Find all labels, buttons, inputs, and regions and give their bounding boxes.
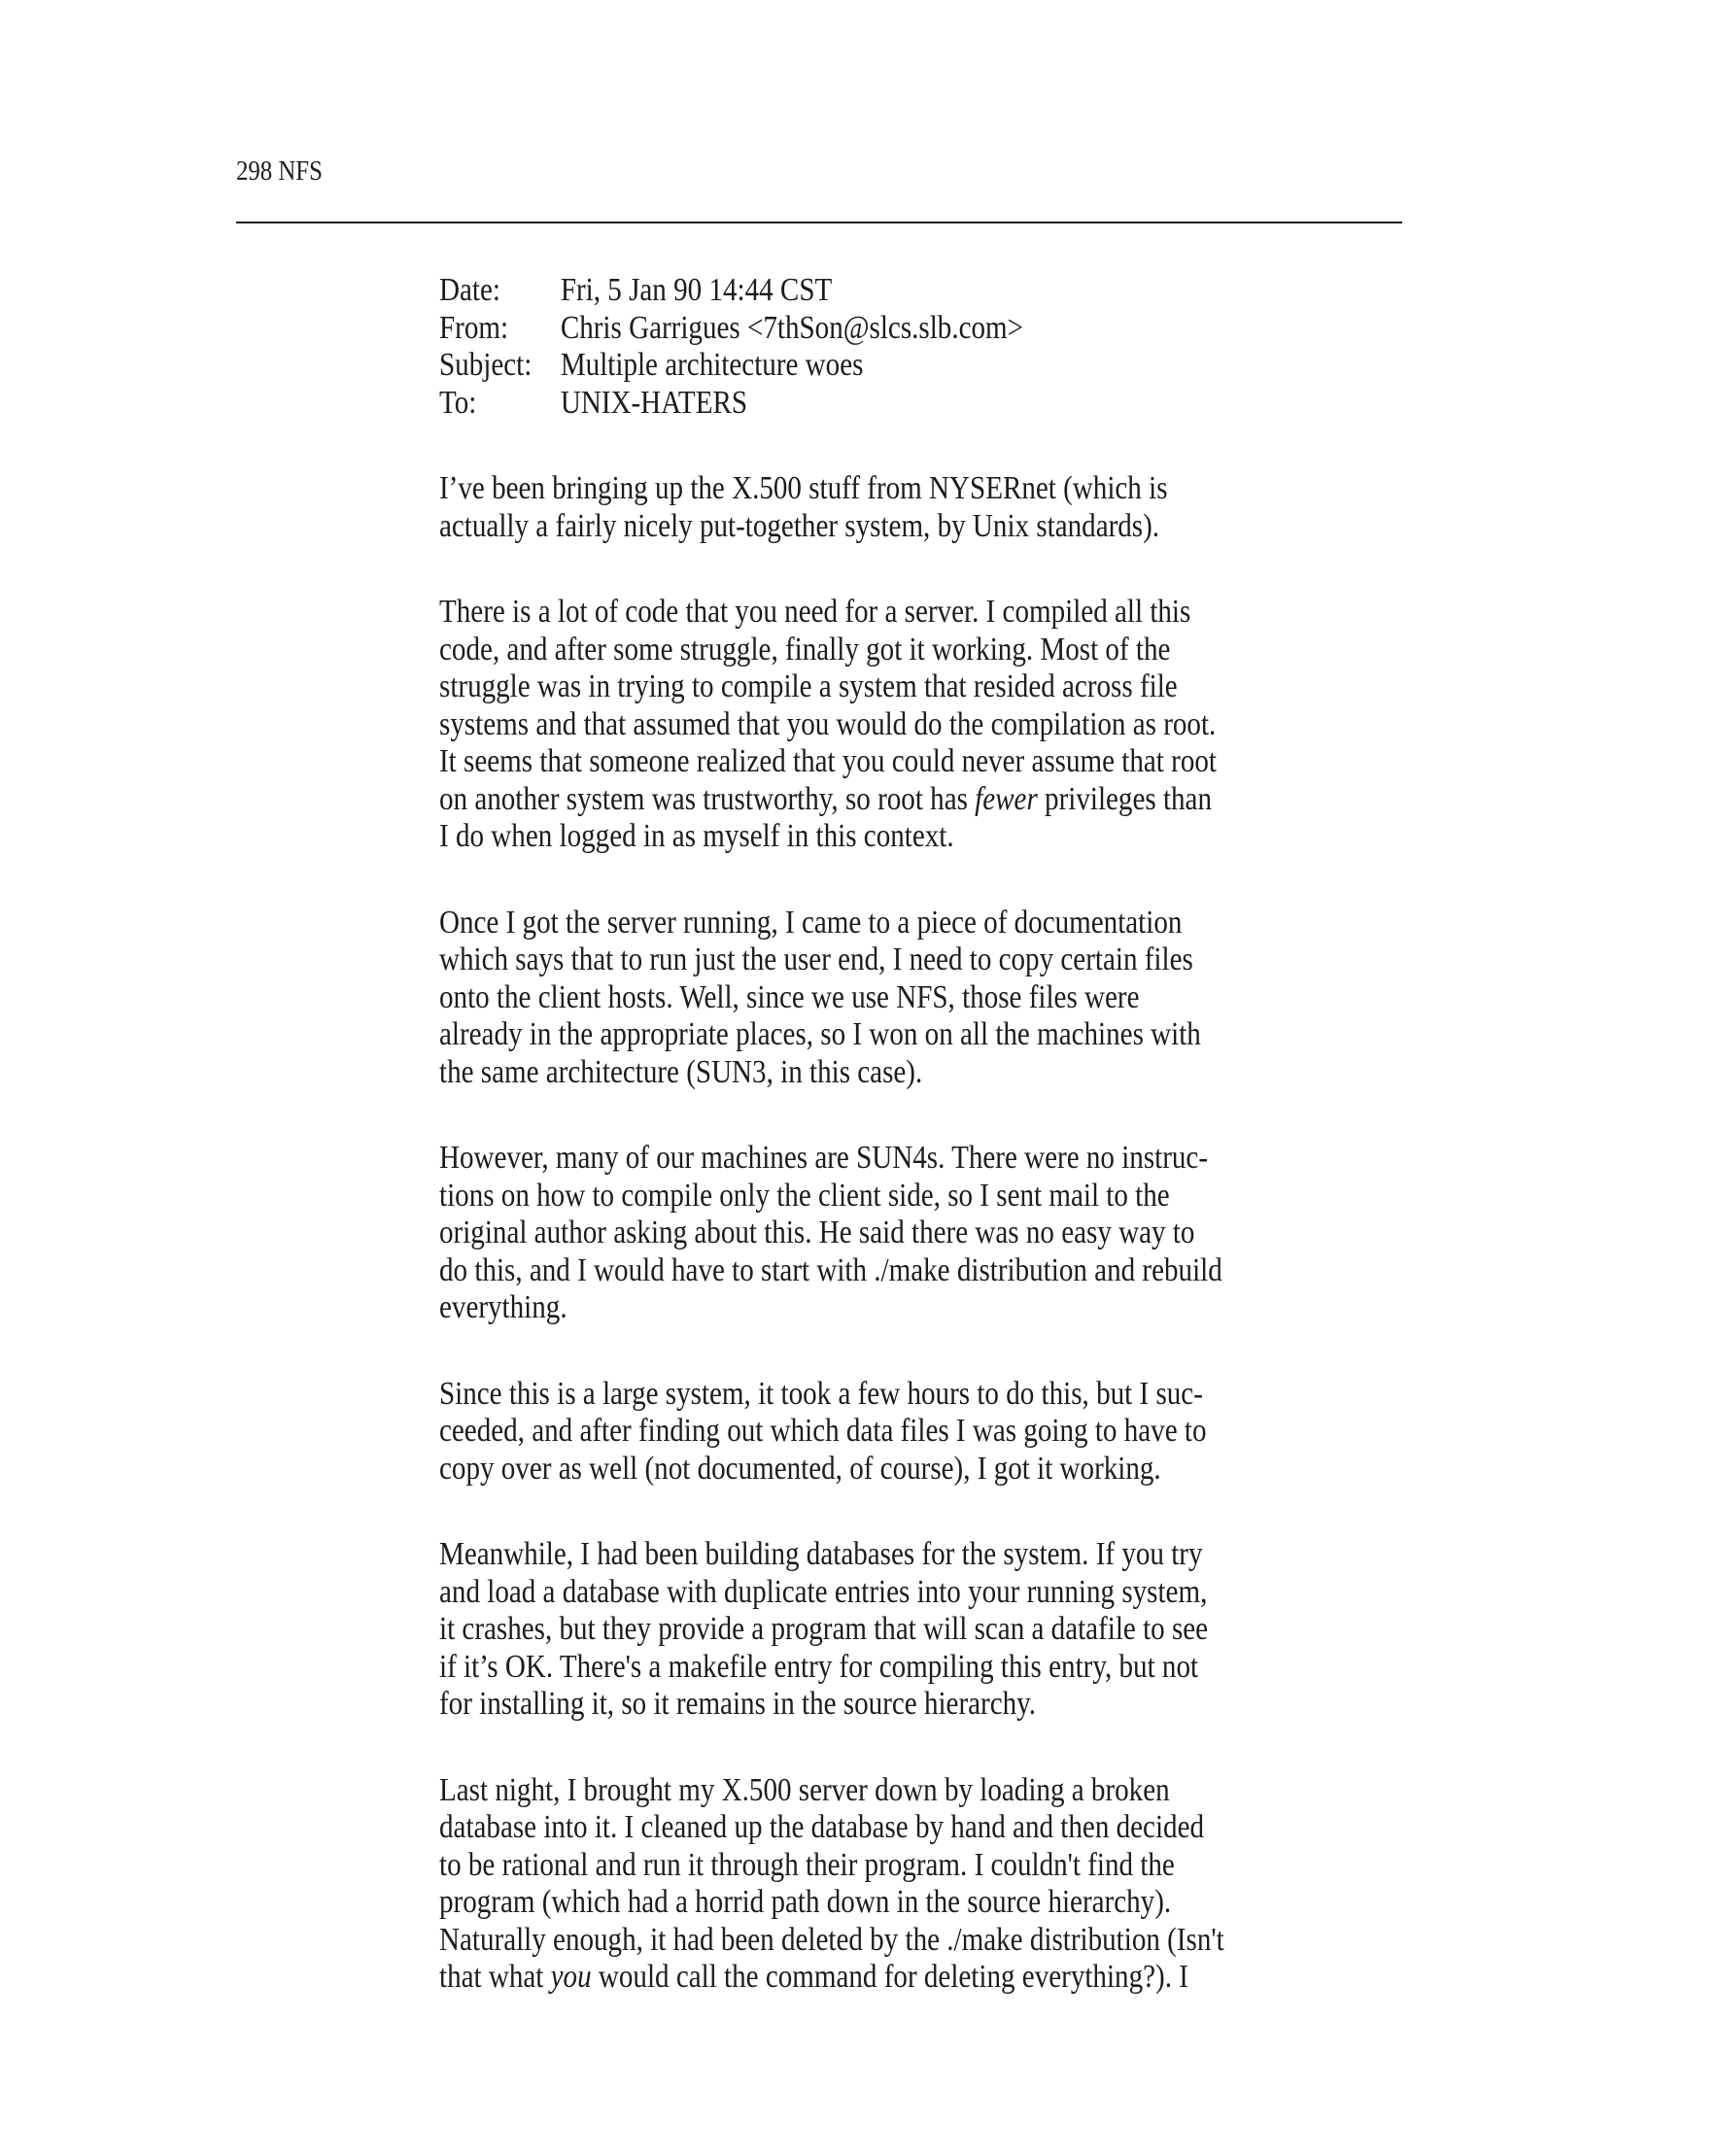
text-line: Naturally enough, it had been deleted by the ./make distribution (Isn't [439, 1921, 1224, 1958]
text-line: the same architecture (SUN3, in this case). [439, 1053, 923, 1090]
email-paragraph [439, 1140, 1478, 1327]
email-paragraph [439, 594, 1478, 856]
email-header-row [439, 347, 1436, 385]
text-line: I do when logged in as myself in this context. [439, 818, 954, 854]
text-line: It seems that someone realized that you could never assume that root [439, 743, 1217, 779]
text-line: ceeded, and after finding out which data files I was going to have to [439, 1413, 1207, 1449]
text-line: systems and that assumed that you would do the compilation as root. [439, 705, 1217, 742]
text-line: program (which had a horrid path down in the source hierarchy). [439, 1884, 1172, 1920]
page-number: 298 [236, 155, 273, 187]
email-paragraph [439, 905, 1478, 1092]
text-line: actually a fairly nicely put-together system, by Unix standards). [439, 507, 1160, 544]
text-line: and load a database with duplicate entries into your running system, [439, 1573, 1208, 1610]
text-line: for installing it, so it remains in the source hierarchy. [439, 1686, 1037, 1722]
email-header-block [439, 272, 1436, 422]
text-line: that what you would call the command for deleting everything?). I [439, 1959, 1188, 1995]
text-line: Since this is a large system, it took a few hours to do this, but I suc- [439, 1375, 1203, 1412]
section-title: NFS [278, 155, 323, 187]
italic-text: you [550, 1959, 592, 1995]
text-line: Once I got the server running, I came to a piece of documentation [439, 904, 1183, 941]
text-line: onto the client hosts. Well, since we use NFS, those files were [439, 978, 1140, 1015]
italic-text: fewer [975, 780, 1038, 817]
text-line: original author asking about this. He said there was no easy way to [439, 1215, 1195, 1250]
header-rule-divider [236, 222, 1402, 223]
text-line: do this, and I would have to start with ./make distribution and rebuild [439, 1251, 1222, 1288]
text-line: tions on how to compile only the client side, so I sent mail to the [439, 1177, 1170, 1214]
text-line: Meanwhile, I had been building databases for the system. If you try [439, 1536, 1203, 1572]
text-line: copy over as well (not documented, of course), I got it working. [439, 1450, 1161, 1487]
text-line: to be rational and run it through their program. I couldn't find the [439, 1846, 1175, 1883]
email-header-value: UNIX-HATERS [560, 384, 748, 421]
text-line: code, and after some struggle, finally got it working. Most of the [439, 631, 1171, 667]
email-paragraph [439, 470, 1478, 545]
text-line: There is a lot of code that you need for a server. I compiled all this [439, 594, 1191, 630]
text-line: database into it. I cleaned up the database by hand and then decided [439, 1809, 1205, 1845]
email-header-value: Chris Garrigues <7thSon@slcs.slb.com> [560, 309, 1024, 346]
email-header-row [439, 310, 1436, 348]
email-paragraph [439, 1536, 1478, 1724]
text-line: struggle was in trying to compile a system that resided across file [439, 668, 1178, 704]
text-line: Last night, I brought my X.500 server down by loading a broken [439, 1771, 1170, 1808]
text-line: on another system was trustworthy, so root has fewer privileges than [439, 780, 1213, 817]
email-paragraph [439, 1772, 1478, 1997]
email-header-row [439, 385, 1436, 423]
email-header-label: From: [439, 309, 509, 346]
email-header-label: To: [439, 384, 477, 421]
text-line: it crashes, but they provide a program that will scan a datafile to see [439, 1611, 1209, 1647]
email-header-value: Multiple architecture woes [560, 347, 864, 383]
text-line: already in the appropriate places, so I won on all the machines with [439, 1016, 1201, 1052]
text-line: I’ve been bringing up the X.500 stuff from NYSERnet (which is [439, 470, 1168, 506]
running-head [236, 155, 323, 188]
text-line: However, many of our machines are SUN4s. There were no instruc- [439, 1140, 1209, 1176]
email-header-label: Date: [439, 272, 500, 308]
text-line: if it’s OK. There's a makefile entry for compiling this entry, but not [439, 1648, 1199, 1685]
email-body [439, 470, 1478, 1997]
email-header-row [439, 272, 1436, 310]
text-line: which says that to run just the user end, I need to copy certain files [439, 941, 1193, 977]
email-header-value: Fri, 5 Jan 90 14:44 CST [560, 272, 833, 308]
email-paragraph [439, 1376, 1478, 1489]
text-line: everything. [439, 1289, 567, 1325]
email-header-label: Subject: [439, 347, 533, 383]
